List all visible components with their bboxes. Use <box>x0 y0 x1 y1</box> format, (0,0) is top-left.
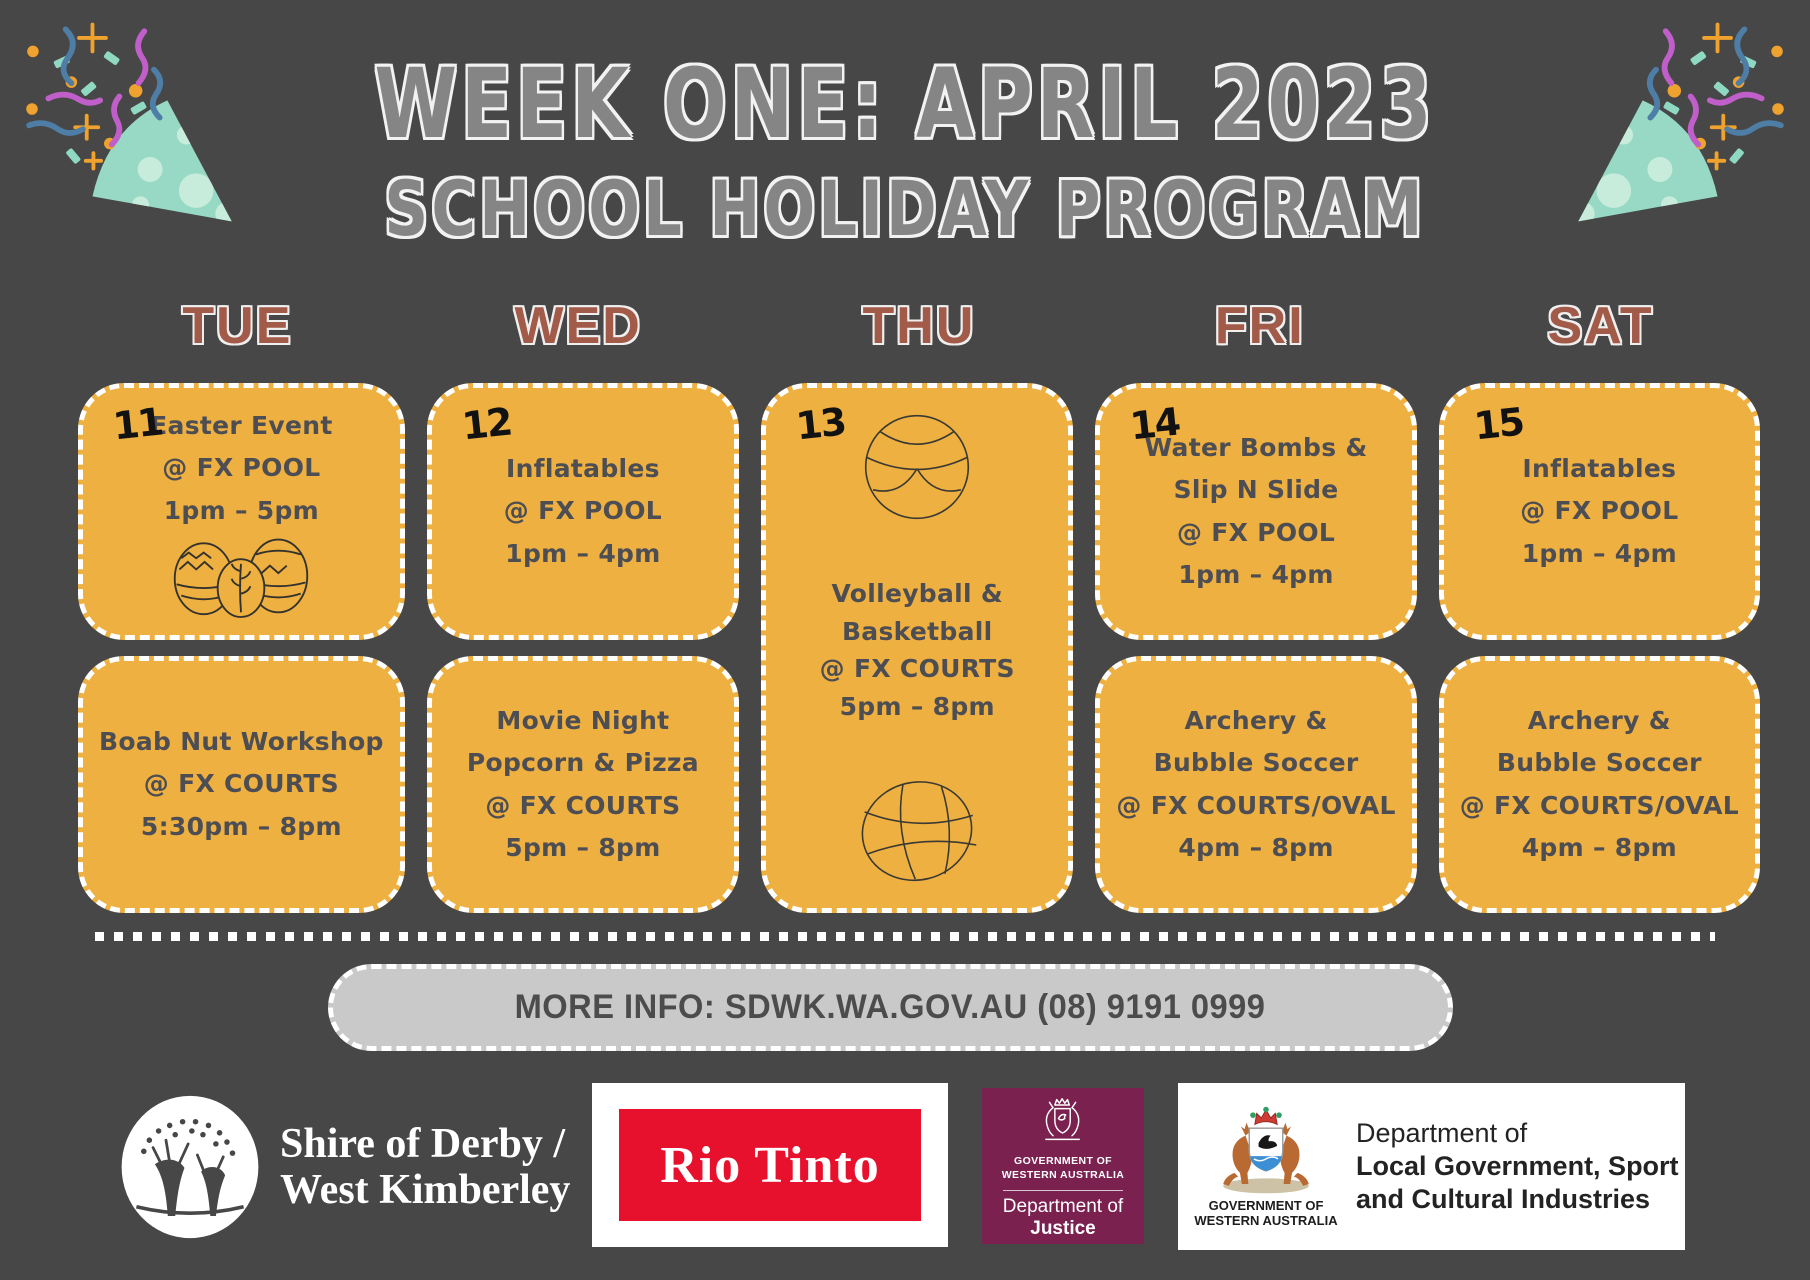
event-line: Movie Night <box>496 705 670 735</box>
dlgsc-dept-line2: Local Government, Sport <box>1356 1151 1679 1182</box>
dept-justice-logo <box>982 1088 1144 1244</box>
event-line: 4pm – 8pm <box>1178 833 1334 862</box>
event-line: @ FX POOL <box>162 453 321 483</box>
event-line: @ FX POOL <box>1520 496 1679 526</box>
event-line: 5pm – 8pm <box>505 833 661 862</box>
event-card-tue-boabnut <box>78 656 405 913</box>
doj-gov-text <box>1002 1155 1125 1182</box>
doj-dept-line1: Department of <box>1002 1195 1124 1217</box>
event-line: Bubble Soccer <box>1496 748 1702 777</box>
volleyball-icon <box>860 410 974 524</box>
dlgsc-gov-text <box>1194 1199 1337 1229</box>
wa-coat-of-arms-icon <box>1031 1096 1095 1152</box>
doj-gov-line1: GOVERNMENT OF <box>1014 1155 1112 1168</box>
event-line: 1pm – 4pm <box>505 538 661 568</box>
rio-tinto-red-box <box>619 1109 921 1221</box>
dlgsc-dept-line3: and Cultural Industries <box>1356 1183 1651 1214</box>
date-number: 11 <box>110 399 165 449</box>
event-line: Archery & <box>1527 705 1671 735</box>
event-card-sat-inflatables <box>1439 383 1760 640</box>
event-line: @ FX COURTS <box>485 790 681 820</box>
page-title-line2: SCHOOL HOLIDAY PROGRAM <box>384 164 1426 253</box>
shire-logo-line1: Shire of Derby / <box>280 1120 566 1167</box>
wa-coat-of-arms-color-icon <box>1208 1104 1324 1197</box>
event-line: Boab Nut Workshop <box>99 726 384 756</box>
event-line: 5:30pm – 8pm <box>140 811 342 841</box>
event-line: Slip N Slide <box>1173 475 1339 504</box>
event-line: Volleyball & <box>831 579 1004 608</box>
event-line: 1pm – 4pm <box>1178 560 1334 589</box>
shire-logo <box>116 1094 570 1240</box>
event-line: Water Bombs & <box>1144 432 1368 462</box>
boab-tree-logo-icon <box>116 1094 264 1240</box>
dotted-divider <box>95 932 1715 941</box>
easter-eggs-icon <box>157 532 325 618</box>
event-line: @ FX COURTS <box>143 769 339 799</box>
date-number: 15 <box>1471 399 1525 449</box>
event-line: Archery & <box>1184 705 1328 735</box>
more-info-text: MORE INFO: SDWK.WA.GOV.AU (08) 9191 0999 <box>515 988 1266 1026</box>
dlgsc-crest-block <box>1190 1104 1342 1229</box>
doj-dept-line2: Justice <box>1030 1217 1096 1239</box>
dlgsc-gov-line1: GOVERNMENT OF <box>1208 1198 1324 1214</box>
shire-logo-text <box>280 1121 570 1213</box>
event-line: 4pm – 8pm <box>1521 833 1677 862</box>
page-title-line1: WEEK ONE: APRIL 2023 <box>374 48 1436 160</box>
event-card-wed-movienight <box>427 656 739 913</box>
events-grid <box>78 383 1760 913</box>
day-header-sat: SAT <box>1547 297 1654 355</box>
event-card-fri-archery <box>1095 656 1416 913</box>
doj-divider <box>1003 1190 1123 1191</box>
event-card-tue-easter <box>78 383 405 640</box>
event-line: @ FX POOL <box>1176 517 1336 547</box>
dlgsc-dept-text <box>1356 1117 1679 1216</box>
event-line: 1pm – 4pm <box>1521 538 1677 568</box>
dlgsc-gov-line2: WESTERN AUSTRALIA <box>1194 1213 1338 1228</box>
event-line: Basketball <box>841 616 993 646</box>
event-line: Inflatables <box>505 453 660 483</box>
rio-tinto-logo-text: Rio Tinto <box>660 1136 880 1194</box>
event-line: 1pm – 5pm <box>163 495 320 525</box>
day-header-wed: WED <box>514 297 642 355</box>
event-card-sat-archery <box>1439 656 1760 913</box>
more-info-pill <box>328 964 1453 1051</box>
event-line: @ FX COURTS <box>819 654 1015 683</box>
date-number: 13 <box>793 399 848 449</box>
rio-tinto-logo <box>592 1083 948 1247</box>
basketball-icon <box>847 777 987 886</box>
day-header-tue: TUE <box>182 297 293 355</box>
event-line: @ FX POOL <box>503 496 663 526</box>
dlgsc-logo <box>1178 1083 1685 1250</box>
date-number: 12 <box>459 399 513 449</box>
dlgsc-dept-line1: Department of <box>1356 1118 1528 1149</box>
event-text-block <box>820 573 1015 728</box>
event-line: @ FX COURTS/OVAL <box>1459 790 1739 820</box>
event-line: Bubble Soccer <box>1153 748 1359 777</box>
shire-logo-line2: West Kimberley <box>280 1167 571 1213</box>
day-header-fri: FRI <box>1214 297 1305 355</box>
event-line: 5pm – 8pm <box>839 691 995 721</box>
event-card-thu-sports <box>761 383 1073 913</box>
title-block <box>0 48 1810 253</box>
day-header-thu: THU <box>862 297 976 355</box>
event-line: Easter Event <box>150 410 333 440</box>
date-number: 14 <box>1128 399 1182 449</box>
day-header-row <box>78 296 1760 356</box>
event-line: @ FX COURTS/OVAL <box>1116 790 1396 820</box>
doj-gov-line2: WESTERN AUSTRALIA <box>1001 1169 1125 1181</box>
event-line: Inflatables <box>1522 453 1677 483</box>
event-card-wed-inflatables <box>427 383 739 640</box>
event-card-fri-waterbombs <box>1095 383 1416 640</box>
event-line: Popcorn & Pizza <box>466 748 699 777</box>
